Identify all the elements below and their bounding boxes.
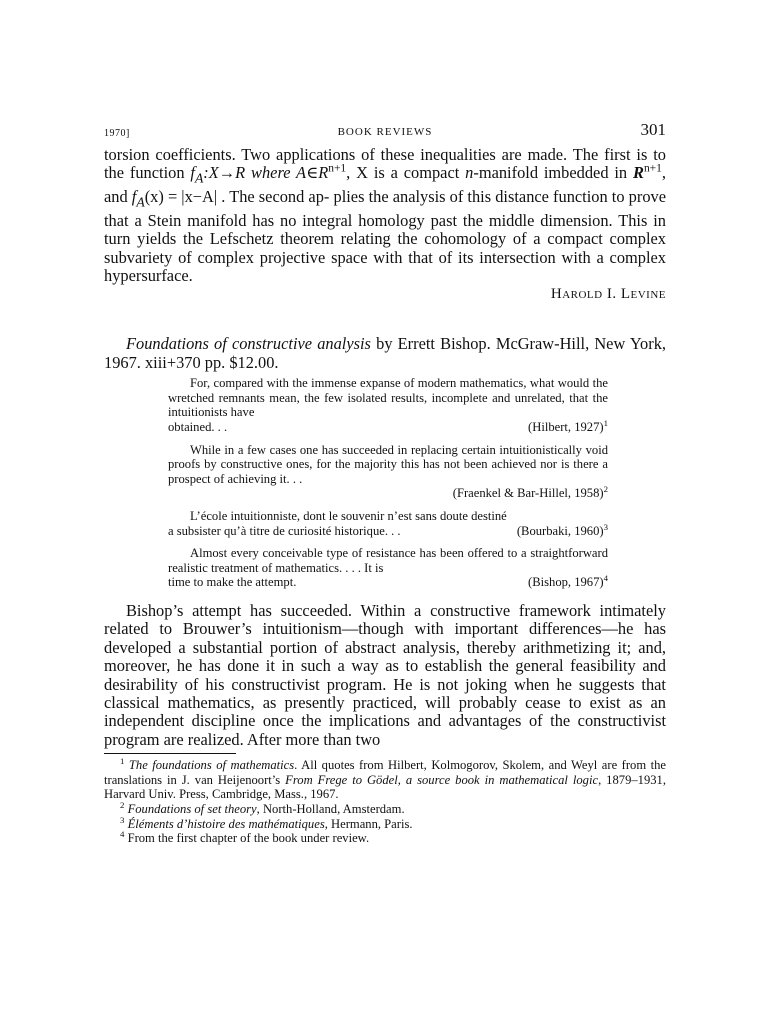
footnote-3 bbox=[104, 814, 666, 832]
epigraph-source-wrap bbox=[528, 417, 608, 435]
review-citation bbox=[104, 335, 666, 372]
prev-review-line-3c: , and bbox=[104, 163, 666, 207]
epigraph-tail: time to make the attempt. bbox=[168, 575, 297, 590]
header-section-title: BOOK REVIEWS bbox=[337, 126, 433, 138]
epigraph-last-line bbox=[168, 521, 608, 539]
running-header bbox=[104, 120, 666, 146]
epigraph-source: (Hilbert, 1927) bbox=[528, 420, 604, 434]
previous-review-ending bbox=[104, 146, 666, 303]
math-f: f bbox=[190, 163, 195, 183]
footnote-mark: 2 bbox=[603, 484, 608, 495]
footnote-number: 4 bbox=[120, 828, 125, 839]
epigraph-3 bbox=[168, 509, 608, 538]
footnote-mark: 4 bbox=[603, 573, 608, 584]
prev-review-line-3d: (x) = |x−A| . The second ap- bbox=[144, 187, 330, 207]
epigraph-source-line bbox=[168, 486, 608, 501]
footnote-number: 3 bbox=[120, 814, 125, 825]
math-map: :X→R where A∈R bbox=[203, 163, 329, 183]
footnote-text-2: , 1879–1931, Harvard Univ. Press, Cambridge, Mass., 1967. bbox=[104, 772, 666, 802]
footnote-text: From the first chapter of the book under review. bbox=[127, 831, 370, 846]
epigraph-last-line bbox=[168, 417, 608, 435]
journal-page bbox=[104, 120, 666, 846]
reviewer-signature: Harold I. Levine bbox=[550, 286, 666, 303]
epigraph-source: (Bourbaki, 1960) bbox=[516, 523, 604, 538]
book-title: Foundations of constructive analysis bbox=[126, 334, 371, 354]
prev-review-line-2a: The first is to the function bbox=[104, 145, 666, 183]
math-n: n bbox=[465, 163, 474, 183]
review-paragraph: Bishop’s attempt has succeeded. Within a constructive framework intimately related to Brouwer’s intuitionism—though with important differences—he has developed a substantial portion of abstract analysis, thereby arithmetizing it; and, moreover, he has done it in such a way as to establish the general feasibility and desirability of his constructivist program. He is not joking when he suggests that classical mathematics, as presently practiced, will probably cease to exist as an independent discipline once the implications and advantages of the constructivist program are realized. After more than two bbox=[104, 600, 666, 749]
footnote-text: . All quotes from Hilbert, Kolmogorov, Skolem, and Weyl are from the translations in J. van Heijenoort’s bbox=[104, 758, 666, 787]
footnote-4 bbox=[104, 828, 666, 846]
footnote-italic: The foundations of mathematics bbox=[128, 758, 295, 773]
epigraph-text: Almost every conceivable type of resistance has been offered to a straightforward realistic treatment of mathematics. . . . It is bbox=[168, 546, 608, 575]
epigraphs bbox=[168, 376, 608, 590]
prev-review-text bbox=[104, 146, 666, 285]
footnote-italic: Foundations of set theory bbox=[127, 801, 257, 816]
footnote-1 bbox=[104, 758, 666, 802]
footnote-text: , Hermann, Paris. bbox=[324, 816, 413, 831]
footnote-mark: 3 bbox=[603, 521, 608, 532]
review-body bbox=[104, 602, 666, 749]
epigraph-1 bbox=[168, 376, 608, 434]
book-byline: by Errett Bishop. McGraw-Hill, New York, 1967. xiii+370 pp. $12.00. bbox=[104, 334, 666, 372]
header-year: 1970] bbox=[104, 128, 130, 139]
math-sub-a: A bbox=[194, 170, 204, 186]
epigraph-2 bbox=[168, 443, 608, 501]
footnote-text: , North-Holland, Amsterdam. bbox=[256, 801, 405, 816]
epigraph-source-wrap bbox=[516, 521, 608, 539]
epigraph-text: While in a few cases one has succeeded in replacing certain intuitionistically void proofs by constructive ones, for the majority this has not been achieved nor is there a prospect of achieving it. . . bbox=[168, 442, 608, 486]
footnote-italic-2: From Frege to Gödel, a source book in mathematical logic bbox=[285, 772, 599, 787]
epigraph-text: L’école intuitionniste, dont le souvenir n’est sans doute destiné bbox=[190, 508, 507, 523]
epigraph-source-wrap bbox=[528, 575, 608, 590]
footnotes bbox=[104, 758, 666, 846]
epigraph-last-line bbox=[168, 575, 608, 590]
review-heading bbox=[104, 335, 666, 372]
epigraph-text: For, compared with the immense expanse of modern mathematics, what would the wretched remnants mean, the few isolated results, incomplete and unrelated, that the intuitionists have bbox=[168, 376, 608, 420]
footnote-mark: 1 bbox=[603, 417, 608, 428]
epigraph-source: (Fraenkel & Bar-Hillel, 1958) bbox=[452, 486, 604, 501]
footnote-number: 2 bbox=[120, 799, 125, 810]
prev-review-line-1: torsion coefficients. Two applications of these inequalities are made. bbox=[104, 145, 568, 164]
math-f-2: f bbox=[131, 187, 137, 207]
epigraph-tail: obtained. . . bbox=[168, 420, 228, 434]
footnote-2 bbox=[104, 799, 666, 817]
footnote-italic: Éléments d’histoire des mathématiques bbox=[127, 816, 325, 831]
math-R: R bbox=[633, 163, 644, 183]
footnote-number: 1 bbox=[120, 756, 125, 766]
prev-review-line-3b: -manifold imbedded in bbox=[473, 163, 633, 183]
epigraph-tail: a subsister qu’à titre de curiosité historique. . . bbox=[168, 523, 401, 538]
epigraph-4 bbox=[168, 546, 608, 590]
prev-review-rest: plies the analysis of this distance function to prove that a Stein manifold has no integral homology past the middle dimension. This in turn yields the Lefschetz theorem relating the cohomology of a compact complex subvariety of complex projective space with that of its intersection with a complex hypersurface. bbox=[104, 187, 666, 285]
page-number: 301 bbox=[640, 120, 666, 139]
math-sub-a-2: A bbox=[136, 194, 145, 210]
math-sup-2: n+1 bbox=[643, 162, 662, 175]
footnote-rule bbox=[104, 753, 236, 754]
epigraph-source: (Bishop, 1967) bbox=[528, 575, 604, 590]
math-sup: n+1 bbox=[328, 162, 347, 175]
prev-review-line-2c: , X is a compact bbox=[346, 163, 460, 183]
